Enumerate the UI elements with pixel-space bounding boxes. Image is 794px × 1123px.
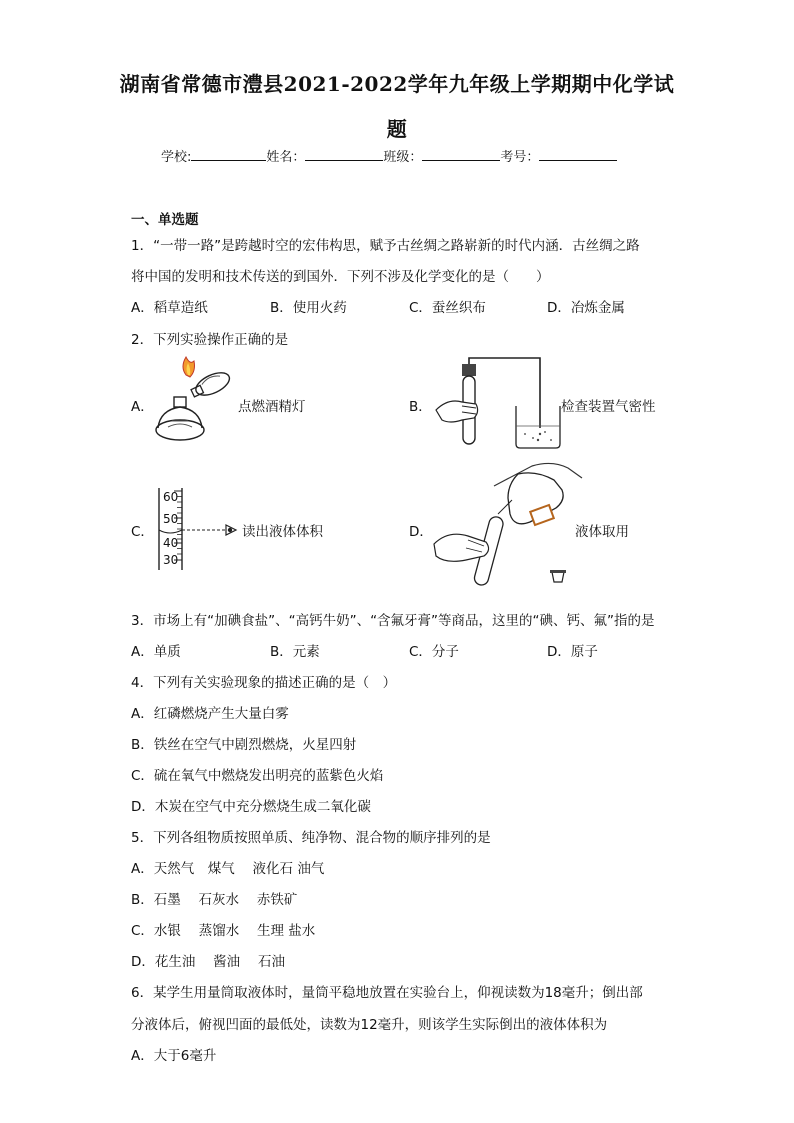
q5-option-b[interactable]: B．石墨 石灰水 赤铁矿 (131, 892, 298, 908)
exam-no-label: 考号： (500, 150, 540, 165)
q3-option-d[interactable]: D．原子 (547, 644, 598, 660)
q2-a-label: 点燃酒精灯 (238, 399, 306, 415)
q6-option-a[interactable]: A．大于6毫升 (131, 1048, 217, 1064)
tick-40: 40 (163, 536, 179, 550)
q3-stem: 3．市场上有“加碘食盐”、“高钙牛奶”、“含氟牙膏”等商品，这里的“碘、钙、氟”指的是 (131, 613, 655, 629)
q2-b-label: 检查装置气密性 (561, 399, 656, 415)
alcohol-lamp-figure (150, 355, 240, 445)
q5-option-c[interactable]: C．水银 蒸馏水 生理 盐水 (131, 923, 316, 939)
class-blank[interactable] (422, 148, 500, 161)
liquid-pouring-figure (432, 460, 582, 590)
q5-option-d[interactable]: D．花生油 酱油 石油 (131, 954, 285, 970)
class-label: 班级： (383, 150, 423, 165)
q4-option-a[interactable]: A．红磷燃烧产生大量白雾 (131, 706, 289, 722)
q6-stem-line2: 分液体后，俯视凹面的最低处，读数为12毫升，则该学生实际倒出的液体体积为 (131, 1017, 608, 1033)
q1-option-d[interactable]: D．冶炼金属 (547, 300, 625, 316)
tick-60: 60 (163, 490, 179, 504)
name-blank[interactable] (305, 148, 383, 161)
school-label: 学校: (161, 150, 192, 165)
q2-c-label: 读出液体体积 (242, 524, 323, 540)
q2-stem: 2．下列实验操作正确的是 (131, 332, 289, 348)
q4-option-b[interactable]: B．铁丝在空气中剧烈燃烧，火星四射 (131, 737, 357, 753)
q2-d-label: 液体取用 (575, 524, 629, 540)
q4-option-d[interactable]: D．木炭在空气中充分燃烧生成二氧化碳 (131, 799, 371, 815)
q3-option-a[interactable]: A．单质 (131, 644, 181, 660)
exam-title-line2: 题 (386, 117, 408, 141)
q2-option-b[interactable]: B． (409, 399, 432, 415)
q1-option-c[interactable]: C．蚕丝织布 (409, 300, 486, 316)
q1-stem-line2: 将中国的发明和技术传送的到国外．下列不涉及化学变化的是（ ） (131, 269, 550, 285)
q5-option-a[interactable]: A．天然气 煤气 液化石 油气 (131, 861, 325, 877)
exam-title-line1: 湖南省常德市澧县2021-2022学年九年级上学期期中化学试 (119, 72, 675, 96)
tick-30: 30 (163, 553, 179, 567)
school-blank[interactable] (191, 148, 266, 161)
name-label: 姓名： (266, 150, 306, 165)
q2-option-c[interactable]: C． (131, 524, 154, 540)
q5-stem: 5．下列各组物质按照单质、纯净物、混合物的顺序排列的是 (131, 830, 491, 846)
section-heading: 一、单选题 (131, 212, 199, 228)
exam-no-blank[interactable] (539, 148, 617, 161)
airtightness-figure (432, 358, 562, 450)
q4-stem: 4．下列有关实验现象的描述正确的是（ ） (131, 675, 397, 691)
q6-stem-line1: 6．某学生用量筒取液体时，量筒平稳地放置在实验台上，仰视读数为18毫升；倒出部 (131, 985, 643, 1001)
q2-option-d[interactable]: D． (409, 524, 433, 540)
q3-option-c[interactable]: C．分子 (409, 644, 459, 660)
q3-option-b[interactable]: B．元素 (270, 644, 320, 660)
q1-option-b[interactable]: B．使用火药 (270, 300, 347, 316)
q2-option-a[interactable]: A． (131, 399, 154, 415)
tick-50: 50 (163, 512, 179, 526)
q1-stem-line1: 1．“一带一路”是跨越时空的宏伟构思，赋予古丝绸之路崭新的时代内涵．古丝绸之路 (131, 238, 640, 254)
q1-option-a[interactable]: A．稻草造纸 (131, 300, 208, 316)
student-info-row (161, 146, 617, 165)
q4-option-c[interactable]: C．硫在氧气中燃烧发出明亮的蓝紫色火焰 (131, 768, 384, 784)
